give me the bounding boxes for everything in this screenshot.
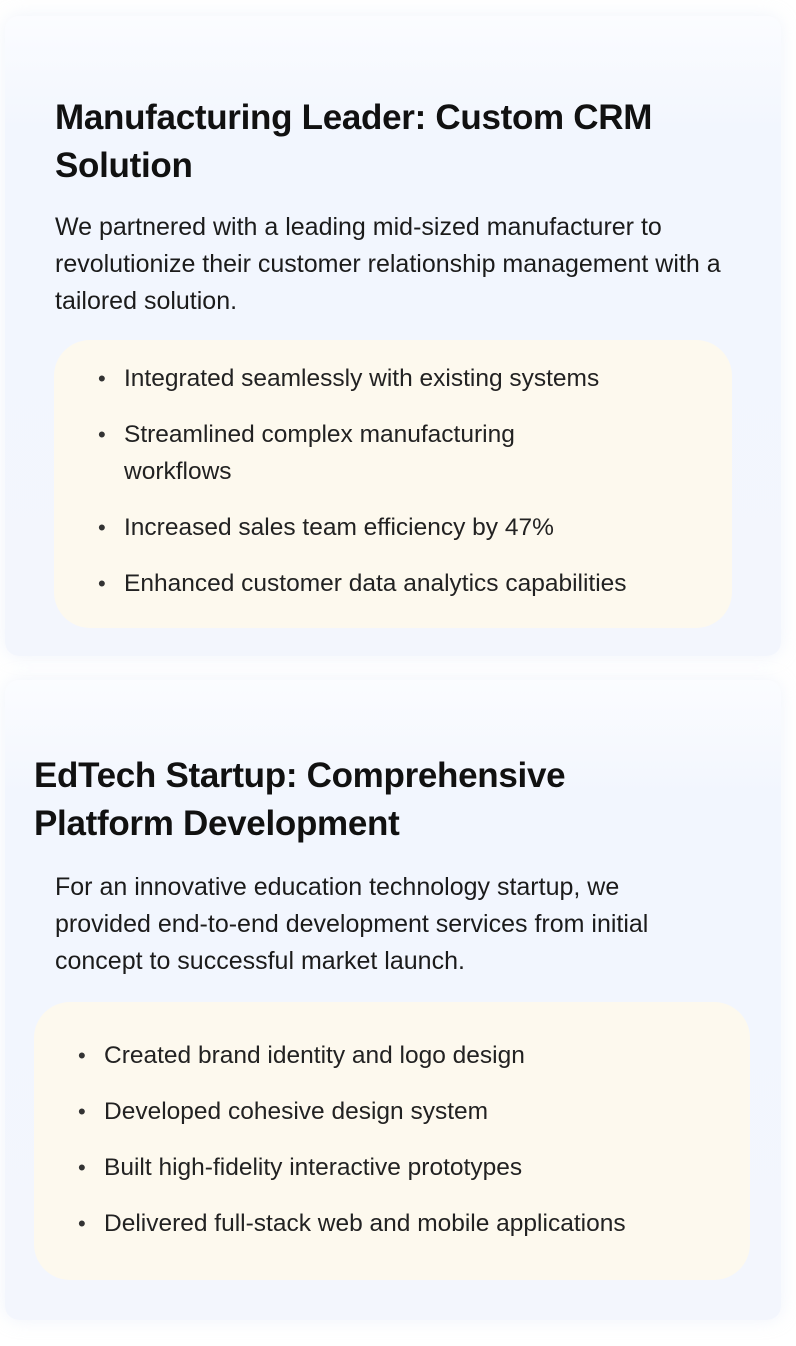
highlights-panel bbox=[34, 1002, 750, 1280]
list-item bbox=[54, 565, 732, 602]
case-study-title: EdTech Startup: Comprehensive Platform Development bbox=[34, 756, 566, 843]
list-item-text: Streamlined complex manufacturing workflows bbox=[124, 421, 515, 485]
list-item bbox=[54, 360, 732, 397]
list-item-text: Developed cohesive design system bbox=[104, 1098, 489, 1125]
list-item bbox=[54, 509, 732, 546]
case-study-description: For an innovative education technology startup, we provided end-to-end development services from initial concept to successful market launch. bbox=[55, 873, 649, 975]
bullet-icon: • bbox=[98, 515, 106, 540]
bullet-icon: • bbox=[98, 571, 106, 596]
list-item-text: Built high-fidelity interactive prototypes bbox=[104, 1154, 523, 1181]
bullet-icon: • bbox=[78, 1155, 86, 1180]
list-item-text: Increased sales team efficiency by 47% bbox=[124, 514, 554, 541]
bullet-icon: • bbox=[78, 1043, 86, 1068]
highlights-list bbox=[34, 1002, 750, 1242]
bullet-icon: • bbox=[98, 366, 106, 391]
list-item-text: Delivered full-stack web and mobile applications bbox=[104, 1210, 626, 1237]
list-item bbox=[34, 1149, 750, 1186]
list-item-text: Created brand identity and logo design bbox=[104, 1042, 525, 1069]
list-item bbox=[34, 1037, 750, 1074]
case-study-title: Manufacturing Leader: Custom CRM Solution bbox=[55, 98, 653, 185]
case-study-description: We partnered with a leading mid-sized manufacturer to revolutionize their customer relationship management with a tailored solution. bbox=[55, 213, 721, 315]
list-item bbox=[34, 1205, 750, 1242]
bullet-icon: • bbox=[78, 1211, 86, 1236]
highlights-list bbox=[54, 340, 732, 602]
highlights-panel bbox=[54, 340, 732, 628]
list-item bbox=[34, 1093, 750, 1130]
bullet-icon: • bbox=[78, 1099, 86, 1124]
list-item-text: Enhanced customer data analytics capabilities bbox=[124, 570, 627, 597]
bullet-icon: • bbox=[98, 422, 106, 447]
list-item bbox=[54, 416, 732, 490]
list-item-text: Integrated seamlessly with existing systems bbox=[124, 365, 600, 392]
